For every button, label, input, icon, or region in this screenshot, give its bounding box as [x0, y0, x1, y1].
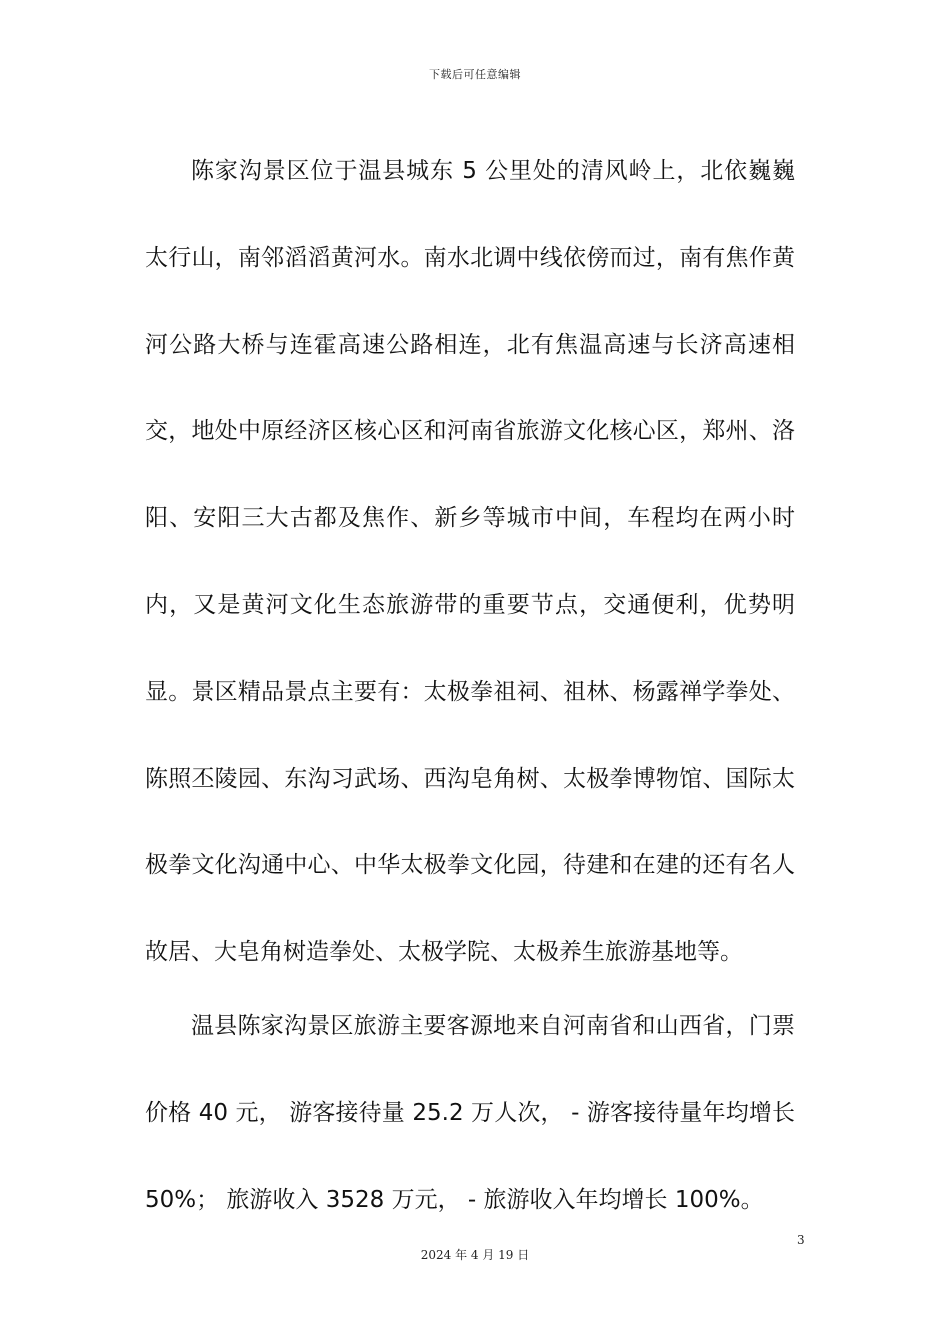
- paragraph-scenic-area-overview: 陈家沟景区位于温县城东 5 公里处的清风岭上，北依巍巍太行山，南邻滔滔黄河水。南水北调中线依傍而过，南有焦作黄河公路大桥与连霍高速公路相连，北有焦温高速与长济高速相交，地处中原经济区核心区和河南省旅游文化核心区，郑州、洛阳、安阳三大古都及焦作、新乡等城市中间，车程均在两小时内，又是黄河文化生态旅游带的重要节点，交通便利，优势明显。景区精品景点主要有：太极拳祖祠、祖林、杨露禅学拳处、陈照丕陵园、东沟习武场、西沟皂角树、太极拳博物馆、国际太极拳文化沟通中心、中华太极拳文化园，待建和在建的还有名人故居、大皂角树造拳处、太极学院、太极养生旅游基地等。: [145, 158, 795, 966]
- page-number: 3: [797, 1233, 805, 1247]
- paragraph-tourism-statistics: 温县陈家沟景区旅游主要客源地来自河南省和山西省，门票价格 40 元， 游客接待量 25.2 万人次， - 游客接待量年均增长 50%； 旅游收入 3528 万元， - 旅游收入年均增长 100%。: [145, 1012, 795, 1213]
- header-note: 下载后可任意编辑: [429, 68, 521, 81]
- document-body: [145, 128, 795, 1243]
- footer-date: 2024 年 4 月 19 日: [420, 1248, 530, 1262]
